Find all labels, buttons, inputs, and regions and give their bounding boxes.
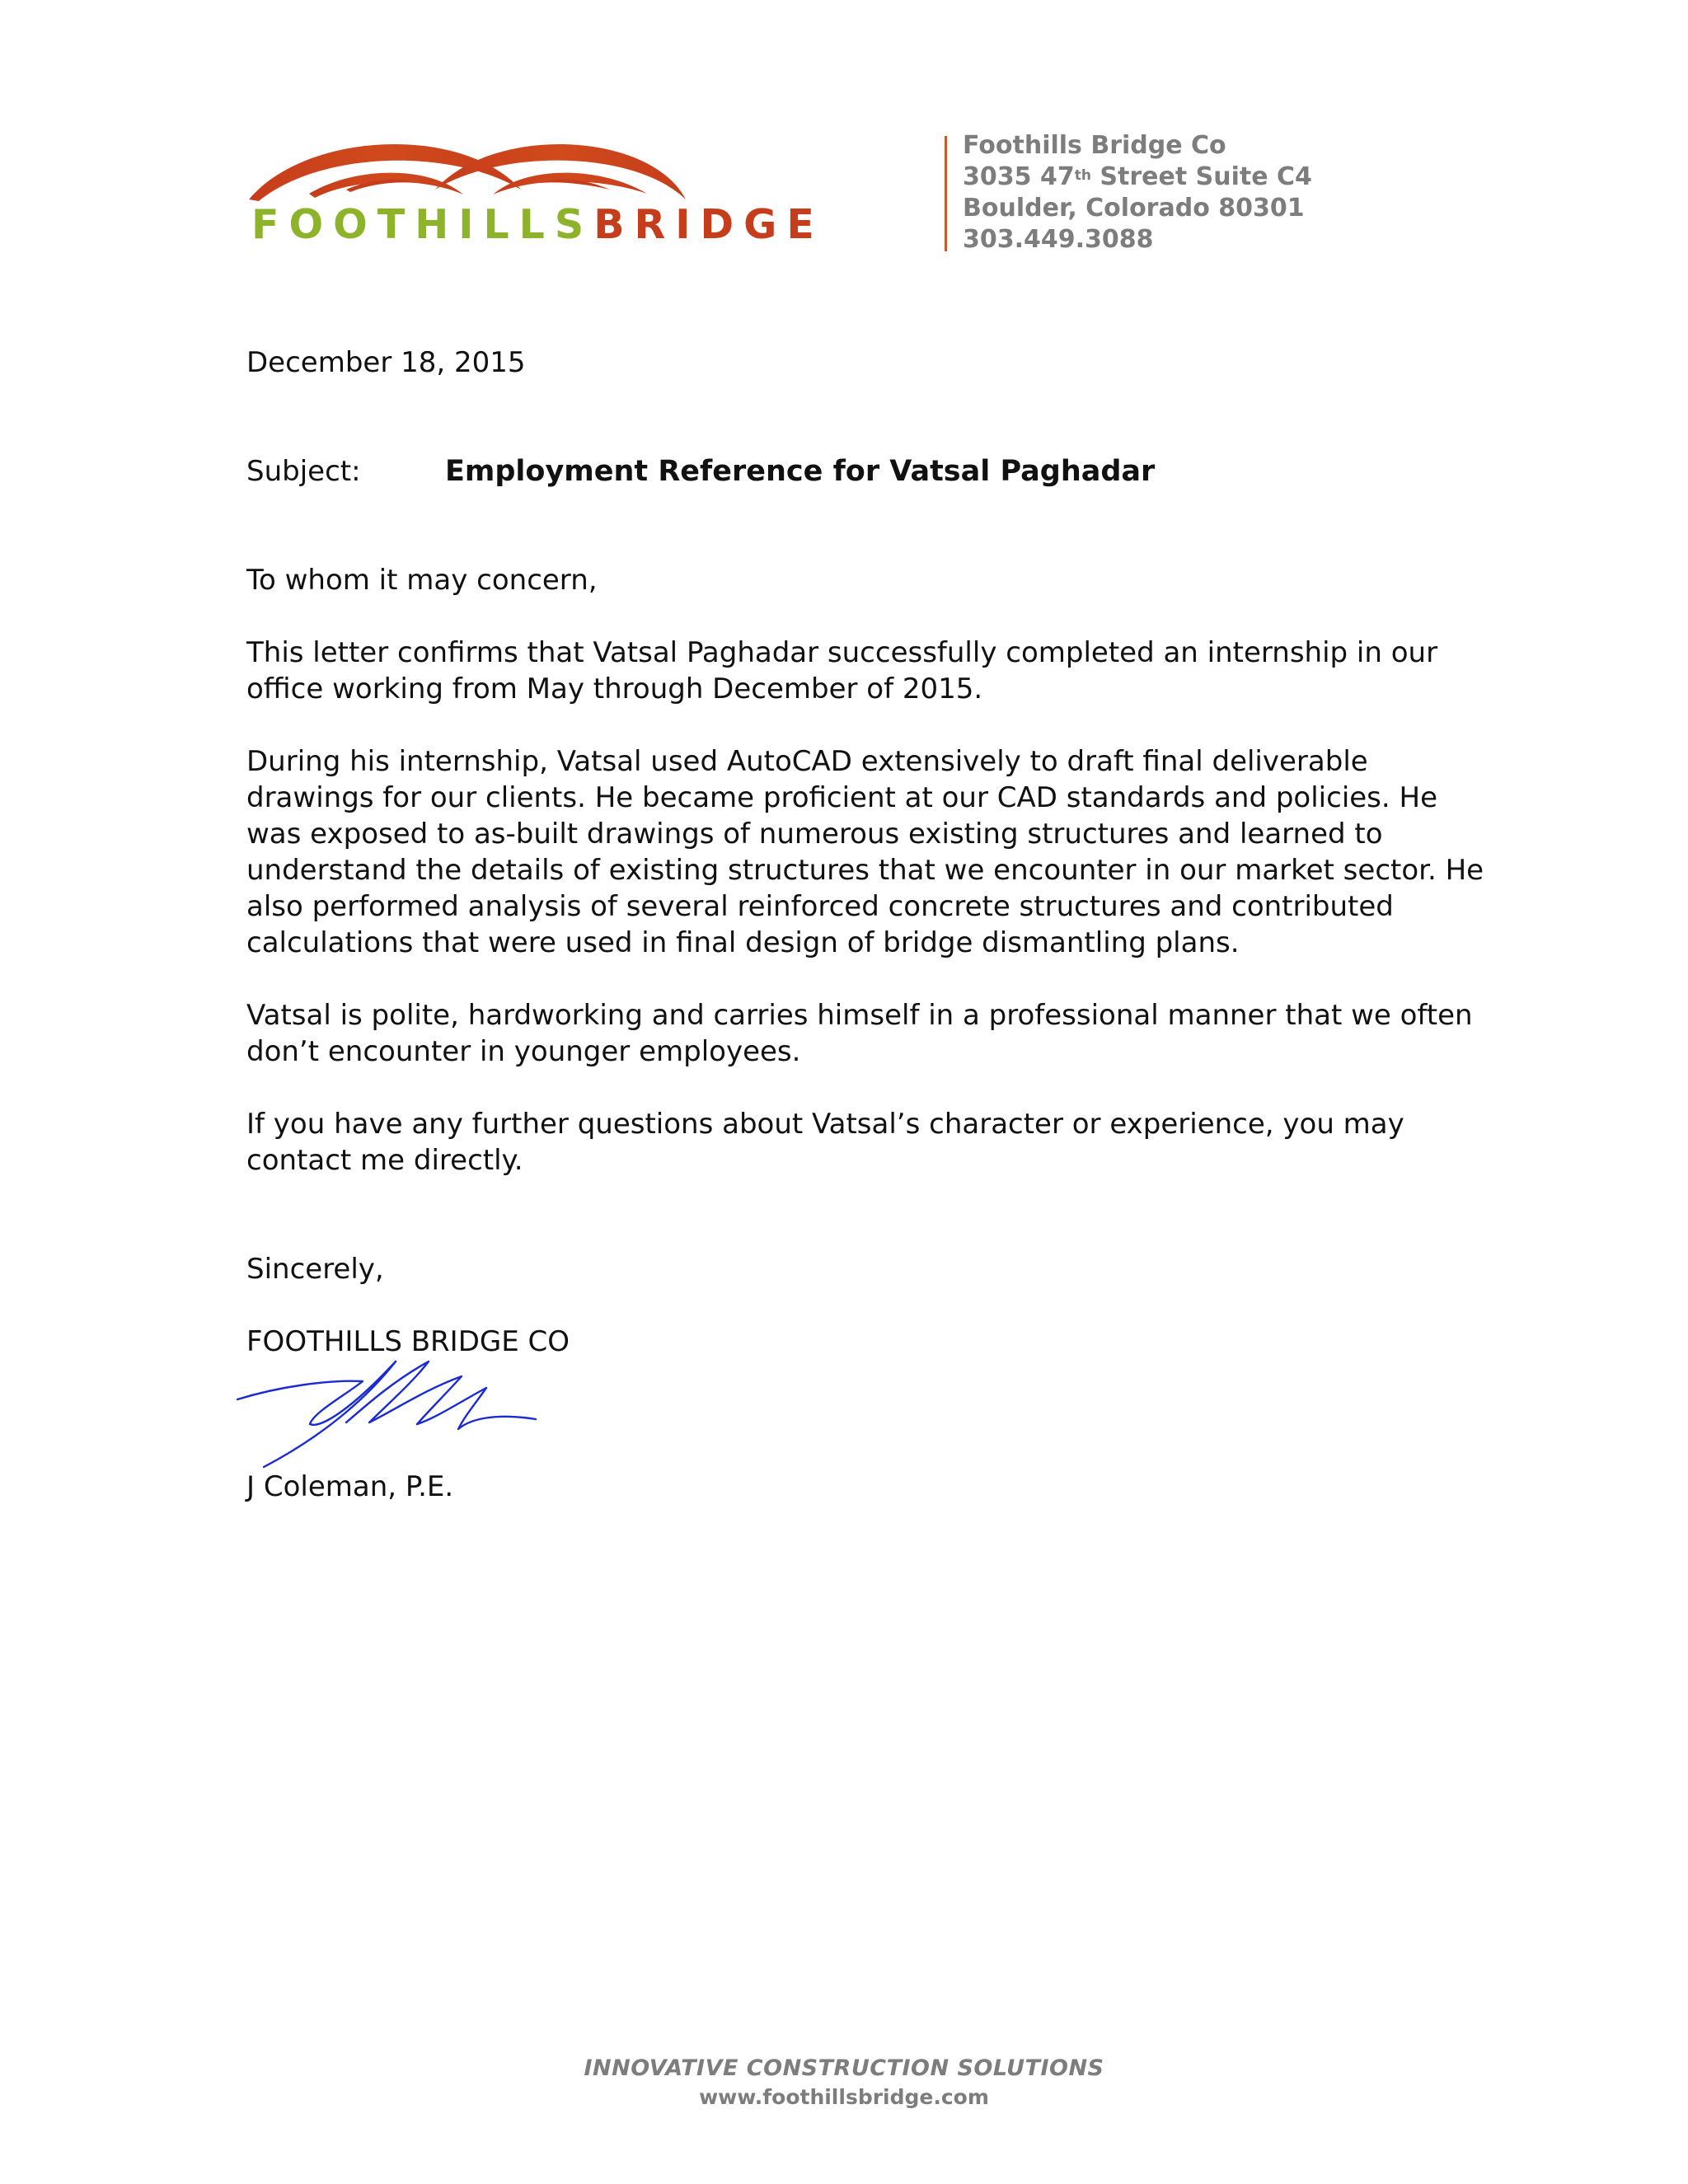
salutation: To whom it may concern,: [246, 564, 598, 597]
company-address: [963, 130, 1312, 255]
address-divider: [945, 136, 947, 251]
paragraph-1: [246, 635, 1450, 707]
paragraph-line: don’t encounter in younger employees.: [246, 1035, 801, 1068]
paragraph-2: [246, 743, 1484, 961]
address-city: Boulder, Colorado 80301: [963, 194, 1305, 223]
subject-line: Employment Reference for Vatsal Paghadar: [445, 455, 1156, 488]
logo-word-foothills: FOOTHILLS: [251, 201, 594, 248]
paragraph-4: [246, 1106, 1450, 1179]
logo-wordmark: [251, 201, 824, 248]
address-phone: 303.449.3088: [963, 225, 1154, 254]
paragraph-line: contact me directly.: [246, 1144, 523, 1177]
signer-name: J Coleman, P.E.: [246, 1470, 454, 1503]
footer-tagline: INNOVATIVE CONSTRUCTION SOLUTIONS: [584, 2055, 1104, 2081]
address-street: 3035 47th Street Suite C4: [963, 162, 1312, 191]
paragraph-3: [246, 997, 1473, 1070]
paragraph-line: This letter confirms that Vatsal Paghadar successfully completed an internship in our: [246, 636, 1438, 669]
paragraph-line: If you have any further questions about Vatsal’s character or experience, you may: [246, 1108, 1404, 1141]
footer-website[interactable]: www.foothillsbridge.com: [699, 2085, 989, 2109]
paragraph-line: was exposed to as-built drawings of numerous existing structures and learned to: [246, 818, 1383, 851]
paragraph-line: Vatsal is polite, hardworking and carries himself in a professional manner that we often: [246, 999, 1473, 1032]
subject-label: Subject:: [246, 455, 361, 488]
paragraph-line: During his internship, Vatsal used AutoCAD extensively to draft final deliverable: [246, 745, 1368, 778]
letter-date: December 18, 2015: [246, 346, 526, 379]
paragraph-line: office working from May through December of 2015.: [246, 673, 983, 705]
closing: Sincerely,: [246, 1253, 384, 1286]
address-company: Foothills Bridge Co: [963, 131, 1226, 160]
logo-word-bridge: BRIDGE: [593, 201, 824, 248]
company-signoff: FOOTHILLS BRIDGE CO: [246, 1325, 570, 1358]
paragraph-line: also performed analysis of several reinforced concrete structures and contributed: [246, 890, 1394, 923]
paragraph-line: calculations that were used in final design of bridge dismantling plans.: [246, 926, 1240, 959]
paragraph-line: drawings for our clients. He became proficient at our CAD standards and policies. He: [246, 781, 1437, 814]
paragraph-line: understand the details of existing structures that we encounter in our market sector. He: [246, 854, 1484, 887]
